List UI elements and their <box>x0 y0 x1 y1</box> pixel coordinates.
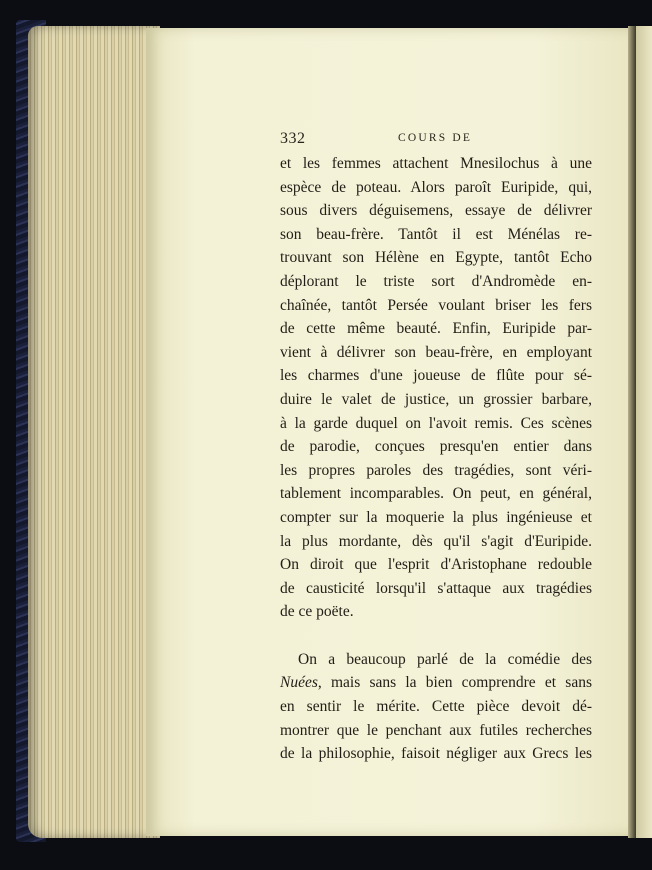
text-line: On diroit que l'esprit d'Aristophane redouble <box>280 556 592 574</box>
text-line: à la garde duquel on l'avoit remis. Ces scènes <box>280 414 592 432</box>
text-line: en sentir le mérite. Cette pièce devoit dé- <box>280 698 592 716</box>
running-head: COURS DE <box>398 132 473 144</box>
paragraph-gap <box>280 624 592 648</box>
text-line: de la philosophie, faisoit négliger aux Grecs les <box>280 745 592 763</box>
text-line: les propres paroles des tragédies, sont véri- <box>280 461 592 479</box>
text-line: sous divers déguisemens, essaye de délivrer <box>280 202 592 220</box>
facing-page-edge <box>636 26 652 838</box>
page-number: 332 <box>280 130 306 147</box>
text-line: chaînée, tantôt Persée voulant briser les fers <box>280 296 592 314</box>
text-line: et les femmes attachent Mnesilochus à une <box>280 155 592 172</box>
text-line: les charmes d'une joueuse de flûte pour sé- <box>280 367 592 385</box>
body-text <box>280 152 592 766</box>
page-fore-edge <box>28 26 160 838</box>
text-line: la plus mordante, dès qu'il s'agit d'Euripide. <box>280 532 592 550</box>
text-line: de ce poëte. <box>280 603 354 621</box>
page-header <box>280 130 600 150</box>
text-line: vient à délivrer son beau-frère, en employant <box>280 343 592 361</box>
text-line: duire le valet de justice, un grossier barbare, <box>280 390 592 408</box>
text-line: compter sur la moquerie la plus ingénieuse et <box>280 508 592 526</box>
text-line: montrer que le penchant aux futiles recherches <box>280 721 592 739</box>
text-line: On a beaucoup parlé de la comédie des <box>298 650 592 668</box>
book-gutter <box>628 26 636 838</box>
text-line: trouvant son Hélène en Egypte, tantôt Echo <box>280 249 592 267</box>
paragraph-1 <box>280 152 592 624</box>
text-line: son beau-frère. Tantôt il est Ménélas re- <box>280 225 592 243</box>
italic-title: Nuées <box>280 674 318 692</box>
text-line-italic-start: Nuées, mais sans la bien comprendre et sans <box>280 674 592 692</box>
text-line: espèce de poteau. Alors paroît Euripide, qui, <box>280 178 592 196</box>
text-line: de parodie, conçues presqu'en entier dans <box>280 438 592 456</box>
text-line: de causticité lorsqu'il s'attaque aux tragédies <box>280 579 592 597</box>
text-line: déplorant le triste sort d'Andromède en- <box>280 272 592 290</box>
paragraph-2 <box>280 648 592 766</box>
text-line: de cette même beauté. Enfin, Euripide par- <box>280 320 592 338</box>
text-line: tablement incomparables. On peut, en général, <box>280 485 592 503</box>
